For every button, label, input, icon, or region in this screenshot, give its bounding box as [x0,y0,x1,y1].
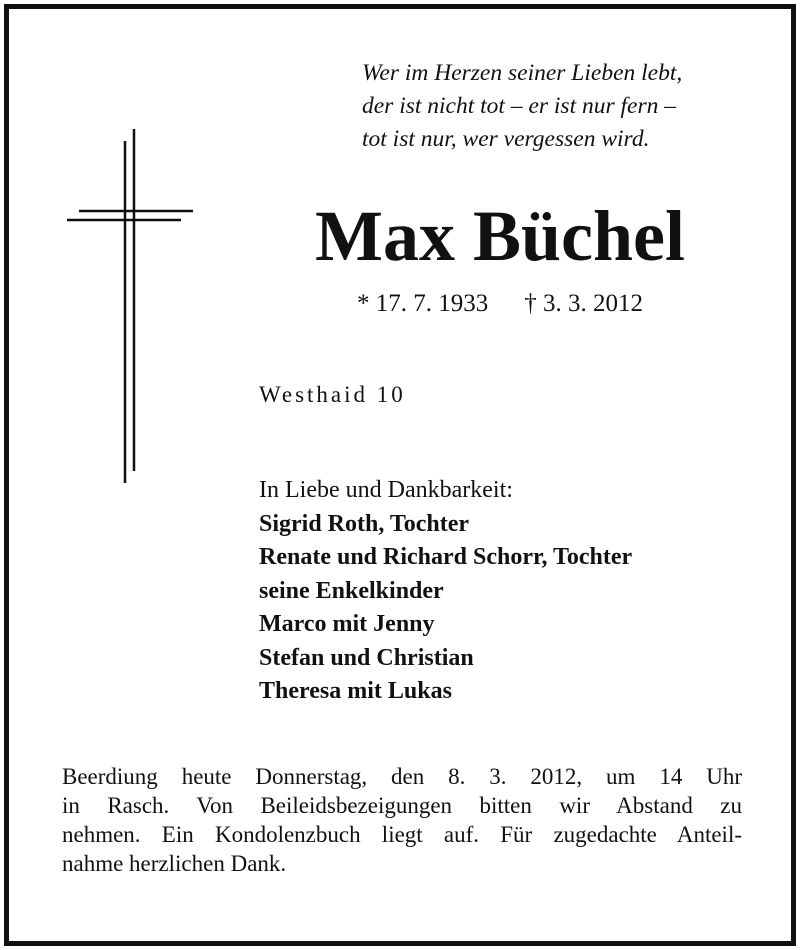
deceased-name: Max Büchel [315,196,685,276]
birth-date: * 17. 7. 1933 [357,290,489,317]
notice-line: nehmen. Ein Kondolenzbuch liegt auf. Für zugedachte Anteil- [62,822,742,847]
notice-line: Beerdiung heute Donnerstag, den 8. 3. 2012, um 14 Uhr [62,764,742,789]
quote-line: tot ist nur, wer vergessen wird. [362,126,650,152]
life-dates [240,289,760,319]
notice-line: in Rasch. Von Beileidsbezeigungen bitten wir Abstand zu [62,793,742,818]
mourner-entry: Stefan und Christian [259,644,474,671]
notice-line: nahme herzlichen Dank. [62,851,287,876]
mourner-entry: Theresa mit Lukas [259,678,452,704]
address: Westhaid 10 [259,382,406,407]
quote-line: der ist nicht tot – er ist nur fern – [362,93,676,119]
death-date: † 3. 3. 2012 [524,290,643,317]
mourner-entry: Sigrid Roth, Tochter [259,510,470,537]
mourner-entry: Marco mit Jenny [259,611,435,637]
memorial-quote [362,57,762,156]
funeral-notice [62,762,742,878]
quote-line: Wer im Herzen seiner Lieben lebt, [362,60,683,86]
mourners-list [259,474,759,709]
mourner-entry: Renate und Richard Schorr, Tochter [259,544,633,570]
mourner-entry: seine Enkelkinder [259,577,444,604]
cross-icon [65,127,195,487]
mourners-intro: In Liebe und Dankbarkeit: [259,477,513,503]
